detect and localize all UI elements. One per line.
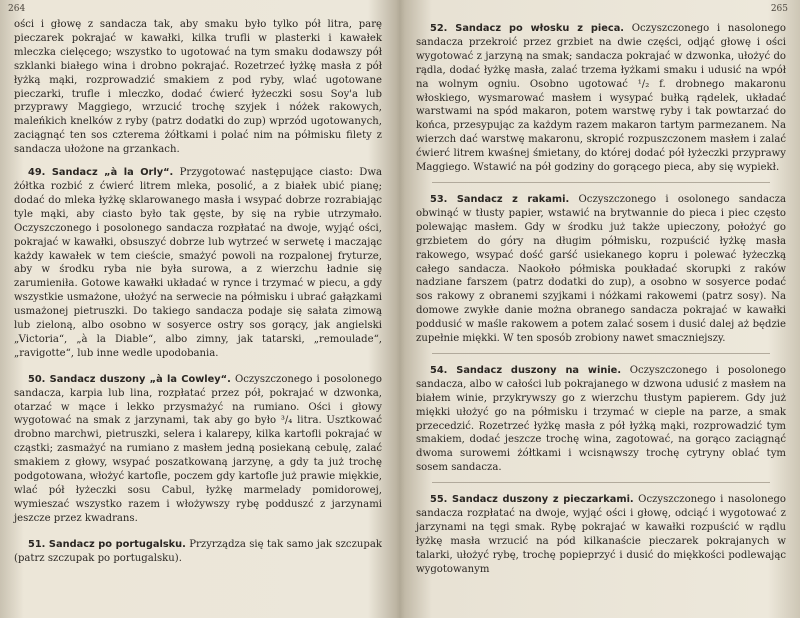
recipe-paragraph bbox=[14, 538, 382, 566]
recipe-53 bbox=[416, 193, 786, 346]
page-text bbox=[14, 18, 382, 566]
recipe-paragraph bbox=[14, 166, 382, 361]
page-number: 264 bbox=[8, 4, 26, 14]
recipe-heading: 51. Sandacz po portugalsku. bbox=[28, 538, 186, 550]
recipe-body: Oczyszczonego i osolonego sandacza obwinąć w tłusty papier, wstawić na brytwannie do pieca i piec często polewając masłem. Gdy w środku już także upieczony, położyć go grzbietem do góry na długim półmisku, rozpuścić łyżkę masła rakowego, wsypać dość garść usiekanego kopru i polewać łyżeczką całego sandacza. Naokoło półmiska poukładać skorupki z raków nadziane farszem (patrz dodatki do zup), a osobno w sosyerce podać sos rakowy z obranemi szyjkami i nóżkami rakowemi (patrz sosy). Na domowe zwykłe danie można obranego sandacza pokrajać w kawałki poddusić w maśle rakowem a potem zalać sosem i dusić dalej aż będzie zupełnie miękki. W ten sposób zrobiony nawet smaczniejszy. bbox=[416, 193, 786, 345]
recipe-body: Oczyszczonego i posolonego sandacza, albo w całości lub pokrajanego w dzwona udusić z masłem na białem winie, przykrywszy go z wierzchu tłustym papierem. Gdy już miękki ułożyć go na półmisku i trzymać w cieple na parze, a smak przecedzić. Rozetrzeć łyżkę masła z pół łyżką mąki, rozprowadzić tym smakiem, dodać jeszcze trochę wina, zagotować, na gorąco zaciągnąć dwoma surowemi żółtkami i wcisnąwszy trochę cytryny oblać tym sosem sandacza. bbox=[416, 364, 786, 474]
recipe-49 bbox=[14, 166, 382, 361]
recipe-body: Oczyszczonego i posolonego sandacza, karpia lub lina, rozpłatać przez pół, pokrajać w dzwonka, otarzać w mące i lekko przysmażyć na rumiano. Ości i głowy wygotować na smak z jarzynami, tak aby go było ³/₄ litra. Usztkować drobno marchwi, pietruszki, selera i kalarepy, kilka kartofli pokrajać w cząstki; zasmażyć na rumiano z masłem jedną posiekaną cebulę, zalać smakiem z głowy, wsypać poszatkowaną jarzynę, a gdy ta już trochę podgotowana, włożyć kartofle, poczem gdy kartofle już prawie miękkie, wlać pół łyżeczki sosu Cabul, łyżkę marmelady pomidorowej, wymieszać wszystko razem i włożywszy rybę podduszć z jarzynami jeszcze przez kwadrans. bbox=[14, 373, 382, 524]
recipe-paragraph bbox=[416, 364, 786, 475]
right-page bbox=[400, 0, 800, 618]
recipe-paragraph bbox=[416, 22, 786, 175]
page-text bbox=[416, 22, 786, 577]
continuation-paragraph: ości i głowę z sandacza tak, aby smaku było tylko pół litra, parę pieczarek pokrajać w kawałki, kilka trufli w plasterki i kawałek mleczka cielęcego; wszystko to ugotować na tym smaku dodawszy pół szklanki białego wina i drobno pokrajać. Rozetrzeć łyżkę masła z pół łyżką mąki, rozprowadzić smakiem z pod ryby, wlać ugotowane pieczarki, trufle i mleczko, dodać ćwierć łyżeczki sosu Soy'a lub przyprawy Maggiego, wrzucić trochę szyjek i nóżek rakowych, maleńkich knelków z ryby (patrz dodatki do zup) wprzód ugotowanych, zaciągnąć ten sos czterema żółtkami i polać nim na półmisku filety z sandacza ułożone na grzankach. bbox=[14, 19, 382, 156]
recipe-55 bbox=[416, 493, 786, 576]
recipe-heading: 50. Sandacz duszony „à la Cowley“. bbox=[28, 373, 231, 385]
recipe-paragraph bbox=[416, 193, 786, 346]
section-divider bbox=[432, 482, 770, 483]
recipe-body: Przygotować następujące ciasto: Dwa żółtka rozbić z ćwierć litrem mleka, posolić, a z białek ubić pianę; dodać do mleka łyżkę sklarowanego masła i wsypać dobrze rozrabiając tyle mąki, aby ciasto było tak gęste, by się na rybie utrzymało. Oczyszczonego i posolonego sandacza rozpłatać na dwoje, wyjąć ości, pokrajać w kawałki, obsuszyć dobrze lub wytrzeć w serwetę i maczając każdy kawałek w tem cieście, smażyć powoli na rozpalonej fryturze, aby w środku ryba nie była surowa, a z wierzchu ładnie się zarumieniła. Gotowe kawałki układać w rynce i trzymać w piecu, a gdy wszystkie usmażone, ułożyć na serwecie na półmisku i ubrać gałązkami usmażonej pietruszki. Do takiego sandacza podaje się sałata zimową lub zieloną, albo osobno w sosyerce ostry sos gorący, jak angielski „Victoria“, „à la Diable“, albo zimny, jak tatarski, „remoulade“, „ravigotte“, lub inne wedle upodobania. bbox=[14, 167, 382, 359]
section-divider bbox=[432, 182, 770, 183]
recipe-54 bbox=[416, 364, 786, 475]
recipe-heading: 52. Sandacz po włosku z pieca. bbox=[430, 23, 625, 34]
recipe-heading: 53. Sandacz z rakami. bbox=[430, 193, 570, 205]
recipe-paragraph bbox=[14, 373, 382, 526]
section-divider bbox=[432, 353, 770, 354]
page-number: 265 bbox=[770, 4, 788, 14]
recipe-51 bbox=[14, 538, 382, 566]
recipe-body: Oczyszczonego i nasolonego sandacza rozpłatać na dwoje, wyjąć ości i głowę, odciąć i wygotować z jarzynami na tęgi smak. Rybę pokrajać w kawałki rozpuścić w rądlu łyżkę masła wrzucić na pód kilkanaście pieczarek pokrajanych w talarki, ułożyć rybę, trochę popieprzyć i dusić do miękkości podlewając wygotowanym bbox=[416, 494, 787, 575]
recipe-52 bbox=[416, 22, 786, 175]
recipe-heading: 54. Sandacz duszony na winie. bbox=[430, 364, 622, 376]
recipe-body: Przyrządza się tak samo jak szczupak (patrz szczupak po portugalsku). bbox=[14, 538, 382, 564]
recipe-heading: 55. Sandacz duszony z pieczarkami. bbox=[430, 494, 634, 506]
recipe-50 bbox=[14, 373, 382, 526]
recipe-body: Oczyszczonego i nasolonego sandacza przekroić przez grzbiet na dwie części, odjąć głowę i ości wygotować z jarzyną na smak; sandacza pokrajać w dzwonka, ułożyć do rądla, dodać łyżkę masła, zalać trzema łyżkami smaku i udusić na wpół na wolnym ogniu. Osobno ugotować ¹/₂ f. drobnego makaronu włoskiego, wysmarować masłem i wysypać bułką rądelek, układać warstwami na spód makaron, potem warstwę ryby i tak powtarzać do końca, przesypując za każdym razem makaron tartym parmezanem. Na wierzch dać warstwę makaronu, skropić rozpuszczonem masłem i zalać ćwierć litrem kwaśnej śmietany, do której dodać pół łyżeczki przyprawy Maggiego. Wstawić na pół godziny do gorącego pieca, aby się wypiekł. bbox=[416, 23, 786, 174]
recipe-paragraph bbox=[416, 493, 786, 576]
recipe-heading: 49. Sandacz „à la Orly“. bbox=[28, 167, 174, 179]
